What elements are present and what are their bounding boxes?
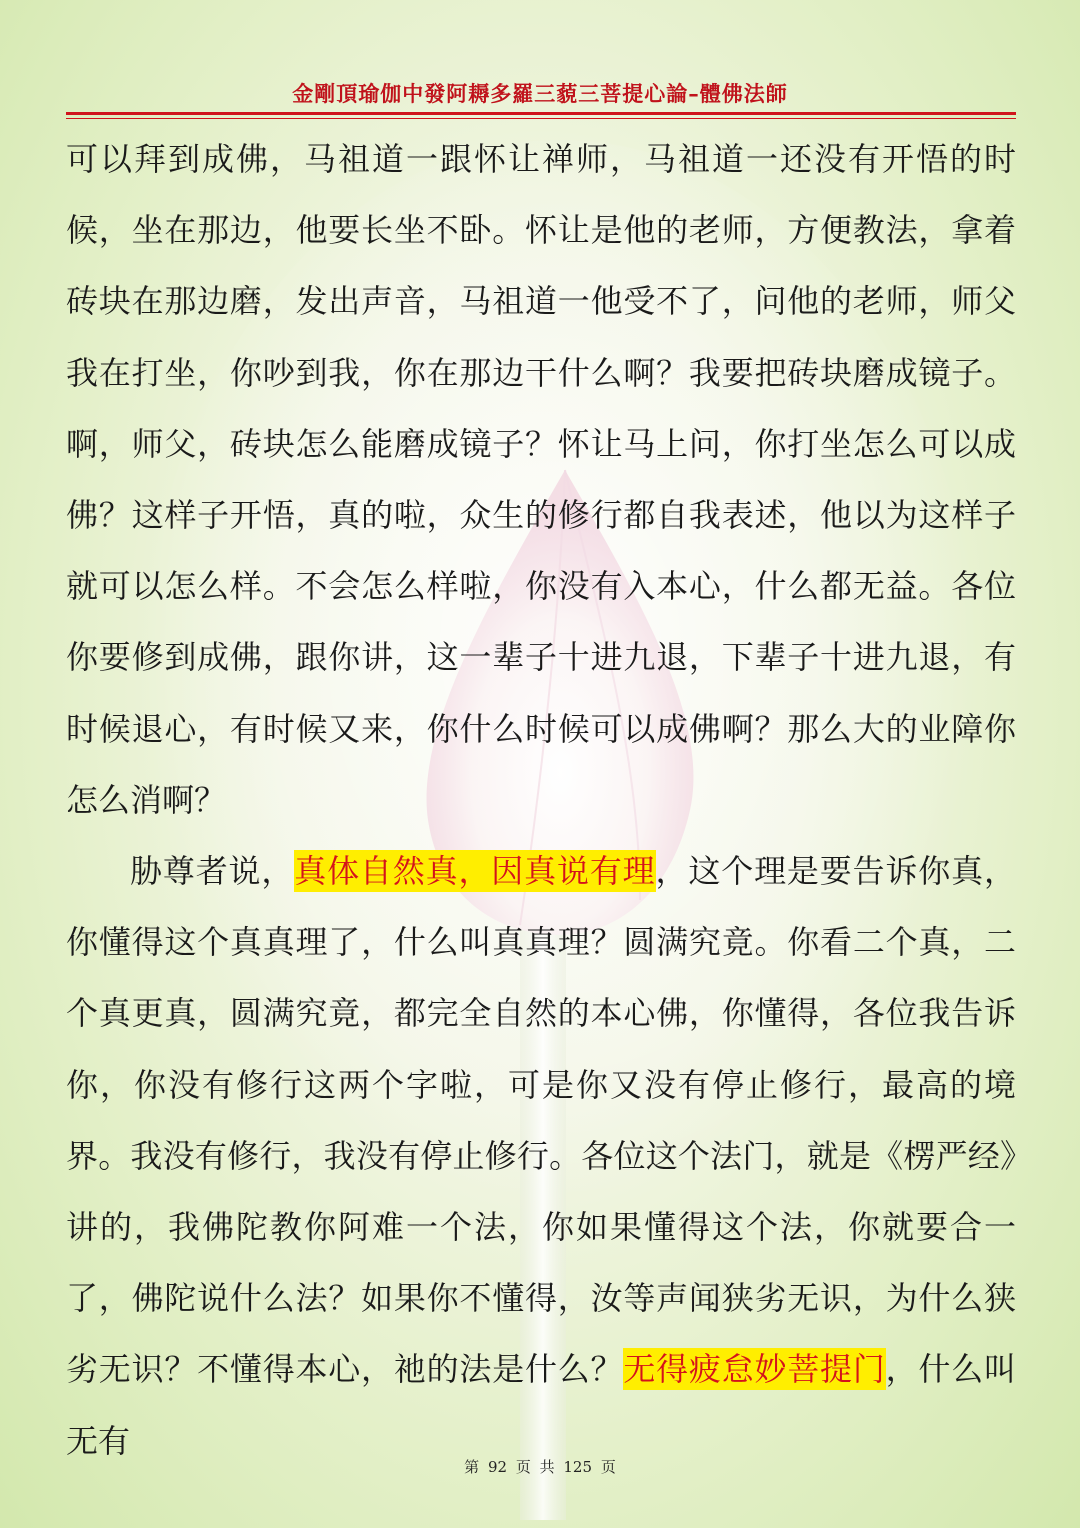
highlighted-quote: 无得疲怠妙菩提门 (623, 1350, 886, 1389)
document-title: 金剛頂瑜伽中發阿耨多羅三藐三菩提心論–體佛法師 (292, 81, 788, 106)
text-run: 胁尊者说， (130, 852, 295, 891)
footer-label-end: 页 (600, 1458, 616, 1476)
footer-label-of: 页 共 (515, 1458, 555, 1476)
footer-label-page: 第 (464, 1458, 480, 1476)
body-text (66, 124, 1016, 1477)
highlighted-quote: 真体自然真，因真说有理 (294, 852, 656, 891)
paragraph (66, 836, 1016, 1477)
current-page-number: 92 (487, 1458, 508, 1476)
paragraph (66, 124, 1016, 836)
text-run: ，这个理是要告诉你真，你懂得这个真真理了，什么叫真真理？圆满究竟。你看二个真，二个真更真，圆满究竟，都完全自然的本心佛，你懂得，各位我告诉你，你没有修行这两个字啦，可是你又没有停止修行，最高的境界。我没有修行，我没有停止修行。各位这个法门，就是《楞严经》讲的，我佛陀教你阿难一个法，你如果懂得这个法，你就要合一了，佛陀说什么法？如果你不懂得，汝等声闻狭劣无识，为什么狭劣无识？不懂得本心，祂的法是什么？ (66, 852, 1016, 1389)
text-run: 可以拜到成佛，马祖道一跟怀让禅师，马祖道一还没有开悟的时候，坐在那边，他要长坐不卧。怀让是他的老师，方便教法，拿着砖块在那边磨，发出声音，马祖道一他受不了，问他的老师，师父我在打坐，你吵到我，你在那边干什么啊？我要把砖块磨成镜子。啊，师父，砖块怎么能磨成镜子？怀让马上问，你打坐怎么可以成佛？这样子开悟，真的啦，众生的修行都自我表述，他以为这样子就可以怎么样。不会怎么样啦，你没有入本心，什么都无益。各位你要修到成佛，跟你讲，这一辈子十进九退，下辈子十进九退，有时候退心，有时候又来，你什么时候可以成佛啊？那么大的业障你怎么消啊？ (66, 140, 1016, 819)
header-rule-thick (66, 112, 1016, 115)
total-page-number: 125 (563, 1458, 593, 1476)
page-header (0, 78, 1080, 108)
header-rule-thin (66, 118, 1016, 119)
page-footer (0, 1456, 1080, 1477)
text-run: ，什么叫无有 (66, 1350, 1016, 1460)
